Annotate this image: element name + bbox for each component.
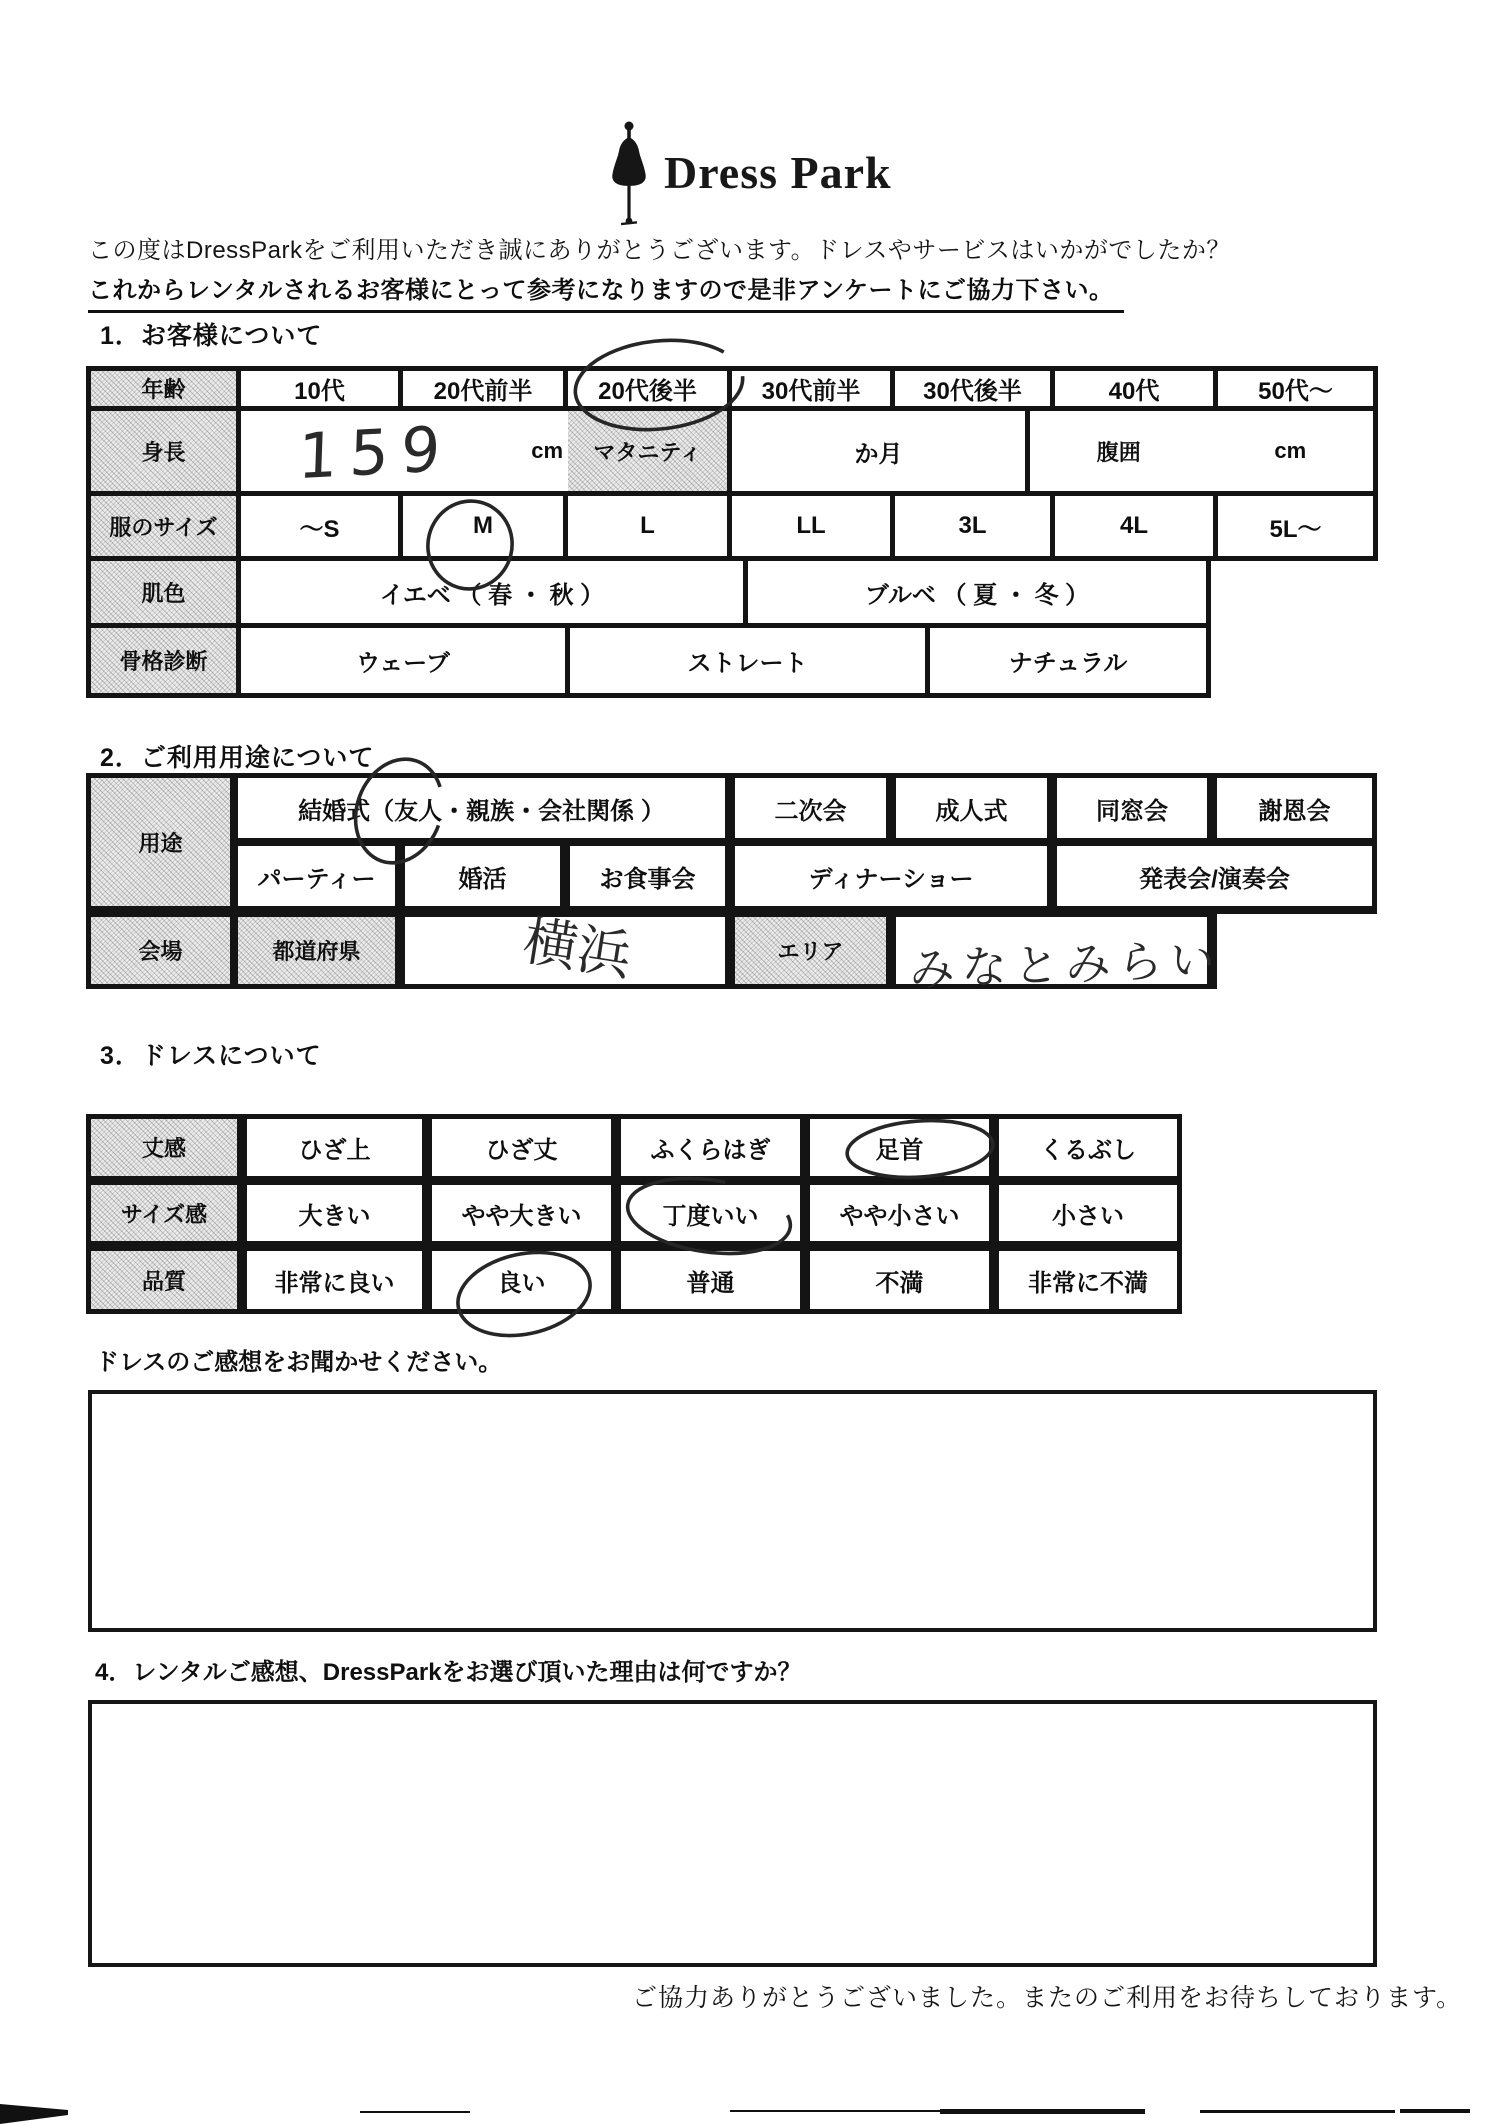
quality-option-very-good: 非常に良い (247, 1251, 422, 1309)
usage-option-dinner-show: ディナーショー (735, 846, 1047, 906)
usage-option-dinner-party: お食事会 (570, 846, 725, 906)
circle-annotation-ankle (841, 1112, 999, 1187)
quality-row-header: 品質 (91, 1251, 237, 1309)
wedding-prefix: 結婚式（ (298, 797, 395, 825)
dress-comment-box (88, 1390, 1377, 1632)
circle-annotation-age (565, 327, 752, 443)
scan-artifact-wedge (0, 2098, 70, 2127)
fit-option-slightly-small: やや小さい (810, 1185, 989, 1241)
height-row-header: 身長 (91, 411, 236, 491)
dress-comment-label: ドレスのご感想をお聞かせください。 (95, 1349, 503, 1376)
usage-option-recital: 発表会/演奏会 (1057, 846, 1372, 906)
intro-line-1: この度はDressParkをご利用いただき誠にありがとうございます。ドレスやサービスはいかがでしたか？ (88, 237, 1231, 264)
scan-artifact-line (1400, 2109, 1470, 2113)
frame-option-straight: ストレート (570, 628, 925, 693)
usage-option-wedding (238, 778, 725, 838)
section3-title: 3．ドレスについて (100, 1042, 322, 1070)
age-option-early20s: 20代前半 (403, 371, 563, 406)
girth-cell (1030, 411, 1373, 491)
brand-name: Dress Park (664, 147, 892, 198)
intro-line-2: これからレンタルされるお客様にとって参考になりますので是非アンケートにご協力下さい。 (88, 270, 1124, 313)
age-option-50s: 50代～ (1218, 371, 1373, 406)
size-option-3l: 3L (895, 496, 1050, 556)
age-option-40s: 40代 (1055, 371, 1213, 406)
fit-option-small: 小さい (999, 1185, 1177, 1241)
fit-row-header: サイズ感 (91, 1185, 237, 1241)
scan-artifact-line (360, 2111, 470, 2113)
handwritten-prefecture: 横浜 (519, 908, 636, 989)
scan-artifact-line (730, 2110, 940, 2112)
quality-option-very-unsatisfied: 非常に不満 (999, 1251, 1177, 1309)
length-option-calf: ふくらはぎ (621, 1119, 800, 1176)
age-option-late30s: 30代後半 (895, 371, 1050, 406)
skin-option-yellow-base: イエベ （ 春 ・ 秋 ） (241, 561, 743, 623)
rental-comment-box (88, 1700, 1377, 1967)
handwritten-height-value: 159 (296, 411, 454, 494)
size-option-s: ～S (241, 496, 398, 556)
usage-option-konkatsu: 婚活 (405, 846, 560, 906)
size-option-m: M (403, 496, 563, 556)
frame-row-header: 骨格診断 (91, 628, 236, 693)
usage-option-party: パーティー (238, 846, 395, 906)
frame-option-natural: ナチュラル (930, 628, 1206, 693)
frame-option-wave: ウェーブ (241, 628, 565, 693)
wedding-suffix: ・親族・会社関係 ） (442, 797, 665, 825)
age-option-10s: 10代 (241, 371, 398, 406)
length-row-header: 丈感 (91, 1119, 237, 1176)
maternity-header: マタニティ (568, 411, 727, 491)
length-option-above-knee: ひざ上 (247, 1119, 422, 1176)
section1-title: 1．お客様について (100, 322, 323, 350)
usage-option-afterparty: 二次会 (735, 778, 886, 838)
size-option-l: L (568, 496, 727, 556)
venue-row-header: 会場 (91, 917, 230, 984)
section2-title: 2．ご利用用途について (100, 744, 375, 772)
age-option-late20s: 20代後半 (568, 371, 727, 406)
fit-option-slightly-large: やや大きい (432, 1185, 611, 1241)
skin-row-header: 肌色 (91, 561, 236, 623)
size-row-header: 服のサイズ (91, 496, 236, 556)
size-option-5l: 5L～ (1218, 496, 1373, 556)
scan-artifact-line (940, 2109, 1145, 2114)
length-option-knee: ひざ丈 (432, 1119, 611, 1176)
dress-form-icon (598, 118, 660, 228)
usage-row-header: 用途 (91, 778, 230, 906)
fit-option-large: 大きい (247, 1185, 422, 1241)
fit-option-just-right: 丁度いい (621, 1185, 800, 1241)
venue-prefecture-label: 都道府県 (238, 917, 395, 984)
age-row-header: 年齢 (91, 371, 236, 406)
venue-area-label: エリア (735, 917, 886, 984)
handwritten-area: みなとみらい (909, 932, 1223, 997)
scan-artifact-line (1200, 2110, 1395, 2113)
footer-thanks: ご協力ありがとうございました。またのご利用をお待ちしております。 (631, 1984, 1462, 2012)
usage-option-reunion: 同窓会 (1057, 778, 1207, 838)
size-option-4l: 4L (1055, 496, 1213, 556)
section4-title: 4．レンタルご感想、DressParkをお選び頂いた理由は何ですか？ (95, 1659, 802, 1686)
usage-option-thanks-party: 謝恩会 (1217, 778, 1372, 838)
wedding-circled-option: 友人 (394, 797, 443, 825)
maternity-months-cell: か月 (732, 411, 1025, 491)
girth-label: 腹囲 (1096, 439, 1141, 465)
girth-unit-label: cm (1274, 438, 1307, 463)
length-option-anklebone: くるぶし (999, 1119, 1177, 1176)
quality-option-good: 良い (432, 1251, 611, 1309)
logo (598, 118, 918, 228)
skin-option-blue-base: ブルベ （ 夏 ・ 冬 ） (748, 561, 1206, 623)
usage-option-coming-of-age: 成人式 (896, 778, 1047, 838)
size-option-ll: LL (732, 496, 890, 556)
quality-option-unsatisfied: 不満 (810, 1251, 989, 1309)
age-option-early30s: 30代前半 (732, 371, 890, 406)
height-unit-label: cm (531, 438, 563, 463)
quality-option-average: 普通 (621, 1251, 800, 1309)
length-option-ankle: 足首 (810, 1119, 989, 1176)
